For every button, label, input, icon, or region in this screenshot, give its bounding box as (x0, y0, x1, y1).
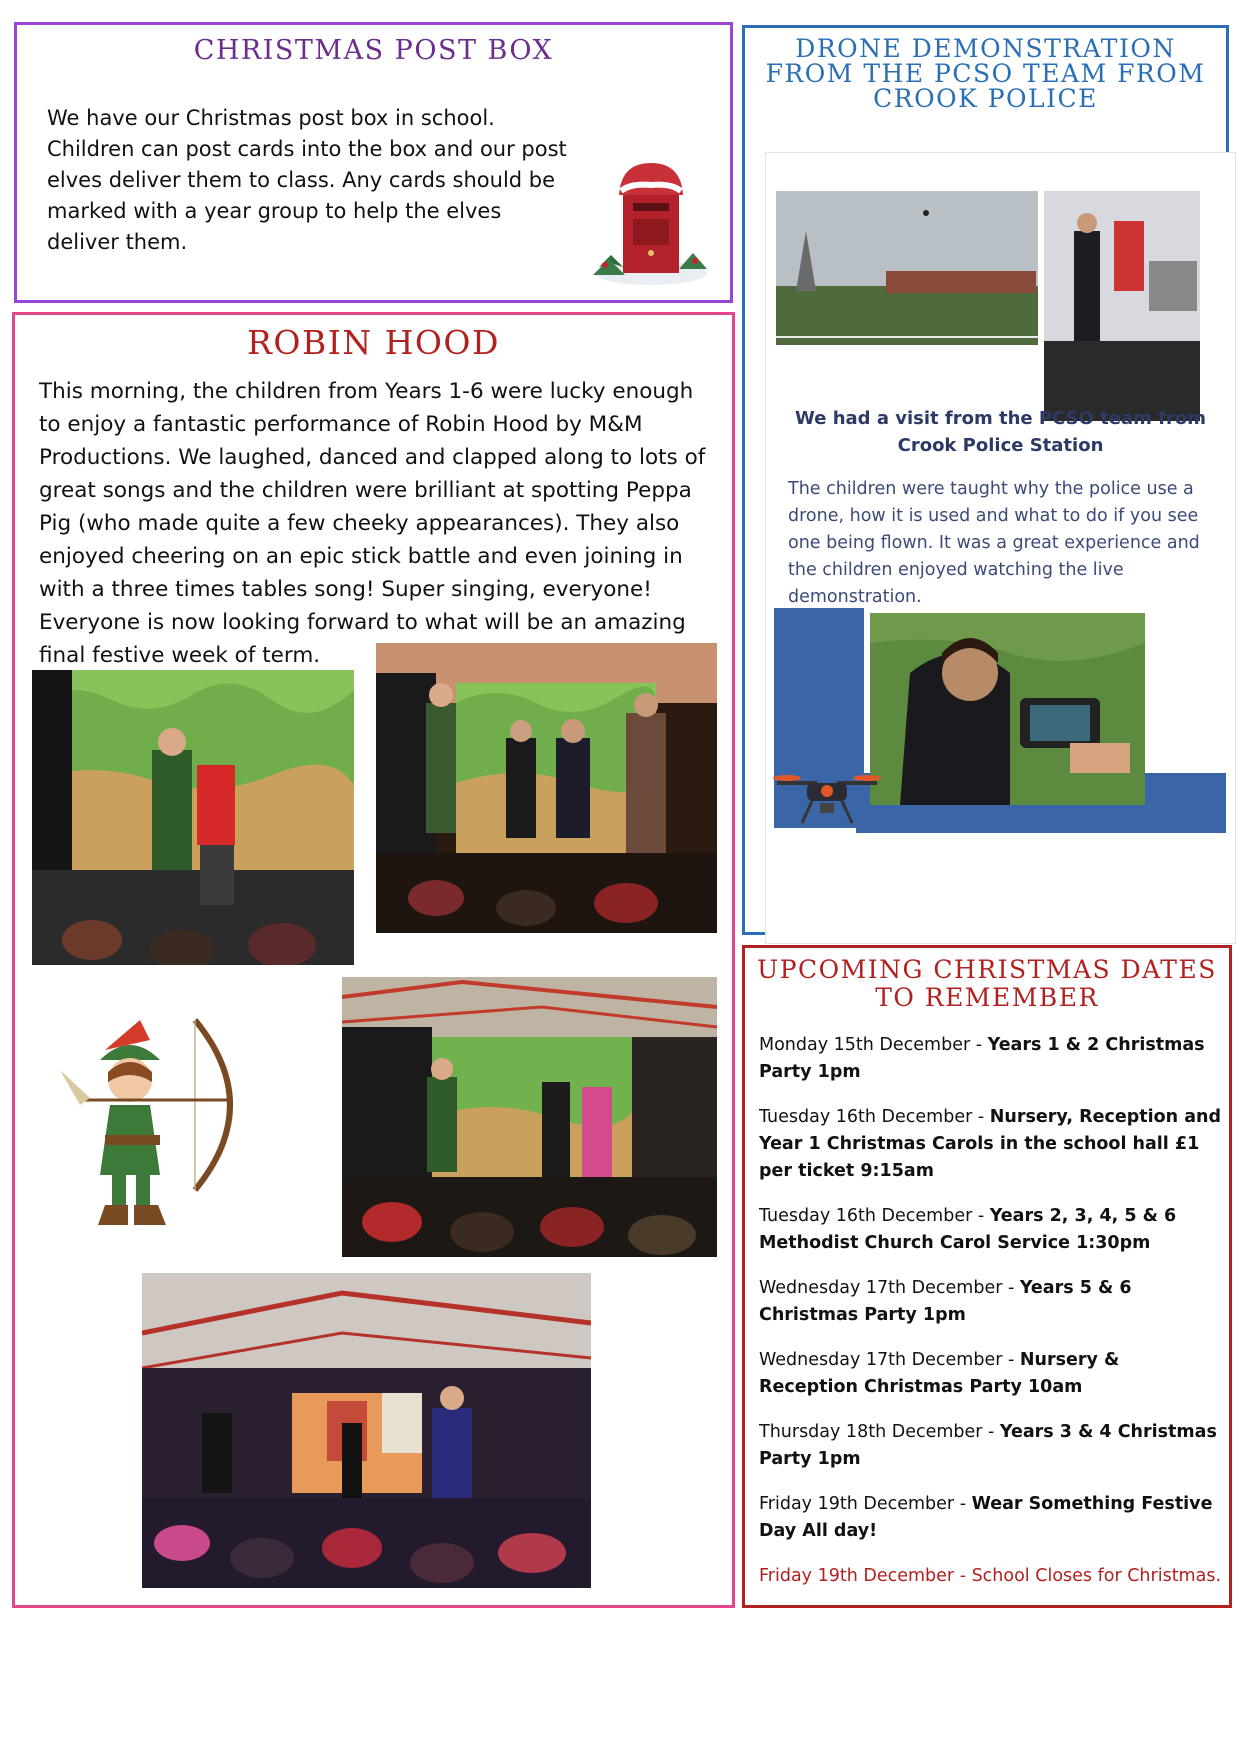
date-item (759, 1203, 1224, 1257)
drone-poster (765, 152, 1236, 944)
drone-field-photo (776, 191, 1038, 345)
upcoming-dates-section (742, 945, 1232, 1608)
date-text: Friday 19th December - (759, 1494, 972, 1514)
robin-hood-photo-4 (142, 1273, 591, 1588)
event-text: Years 2, 3, 4, 5 & 6 Methodist Church Carol Service 1:30pm (759, 1206, 1177, 1253)
event-text: Years 3 & 4 Christmas Party 1pm (759, 1422, 1217, 1469)
drone-demonstration-section (742, 25, 1229, 935)
dates-list (759, 1032, 1224, 1608)
date-item (759, 1347, 1224, 1401)
date-item (759, 1032, 1224, 1086)
date-text: Monday 15th December - (759, 1035, 988, 1055)
event-text: Years 1 & 2 Christmas Party 1pm (759, 1035, 1205, 1082)
date-text: Wednesday 17th December - (759, 1278, 1020, 1298)
post-box-illustration (591, 155, 711, 291)
post-box-text: We have our Christmas post box in school. Children can post cards into the box and our post elves deliver them to class. Any cards should be marked with a year group to help the elves deliver them. (47, 106, 567, 254)
robin-hood-title: ROBIN HOOD (247, 323, 500, 362)
school-closes-notice: Friday 19th December - School Closes for Christmas. (759, 1566, 1222, 1586)
drone-visit-text: We had a visit from the PCSO team from Crook Police Station (795, 408, 1206, 456)
date-item (759, 1104, 1224, 1185)
robin-hood-photo-1 (32, 670, 354, 965)
event-text: Wear Something Festive Day All day! (759, 1494, 1213, 1541)
event-text: Nursery, Reception and Year 1 Christmas Carols in the school hall £1 per ticket 9:15am (759, 1107, 1222, 1181)
date-text: Wednesday 17th December - (759, 1350, 1020, 1370)
christmas-post-box-section (14, 22, 733, 303)
date-text: Tuesday 16th December - (759, 1107, 990, 1127)
pcso-officers-photo (1044, 191, 1200, 421)
robin-hood-photo-2 (376, 643, 717, 933)
robin-hood-photo-3 (342, 977, 717, 1257)
date-text: Thursday 18th December - (759, 1422, 1000, 1442)
dates-title: UPCOMING CHRISTMAS DATES TO REMEMBER (757, 955, 1217, 1012)
drone-icon (772, 763, 882, 833)
event-text: Years 5 & 6 Christmas Party 1pm (759, 1278, 1132, 1325)
robin-hood-section (12, 312, 735, 1608)
robin-hood-archer-illustration (50, 1010, 250, 1235)
robin-hood-text: This morning, the children from Years 1-6 were lucky enough to enjoy a fantastic performance of Robin Hood by M&M Productions. We laughed, danced and clapped along to lots of great songs and the children were brilliant at spotting Peppa Pig (who made quite a few cheeky appearances). They also enjoyed cheering on an epic stick battle and even joining in with a three times tables song! Super singing, everyone! Everyone is now looking forward to what will be an amazing final festive week of term. (39, 379, 706, 668)
date-text: Tuesday 16th December - (759, 1206, 990, 1226)
date-item (759, 1275, 1224, 1329)
event-text: Nursery & Reception Christmas Party 10am (759, 1350, 1120, 1397)
drone-title: DRONE DEMONSTRATION FROM THE PCSO TEAM FROM CROOK POLICE (765, 34, 1206, 113)
drone-body-text: The children were taught why the police use a drone, how it is used and what to do if you see one being flown. It was a great experience and the children enjoyed watching the live demonstration. (788, 479, 1200, 607)
drone-controller-photo (870, 613, 1145, 805)
date-item (759, 1419, 1224, 1473)
date-item (759, 1491, 1224, 1545)
post-box-title: CHRISTMAS POST BOX (193, 35, 554, 66)
